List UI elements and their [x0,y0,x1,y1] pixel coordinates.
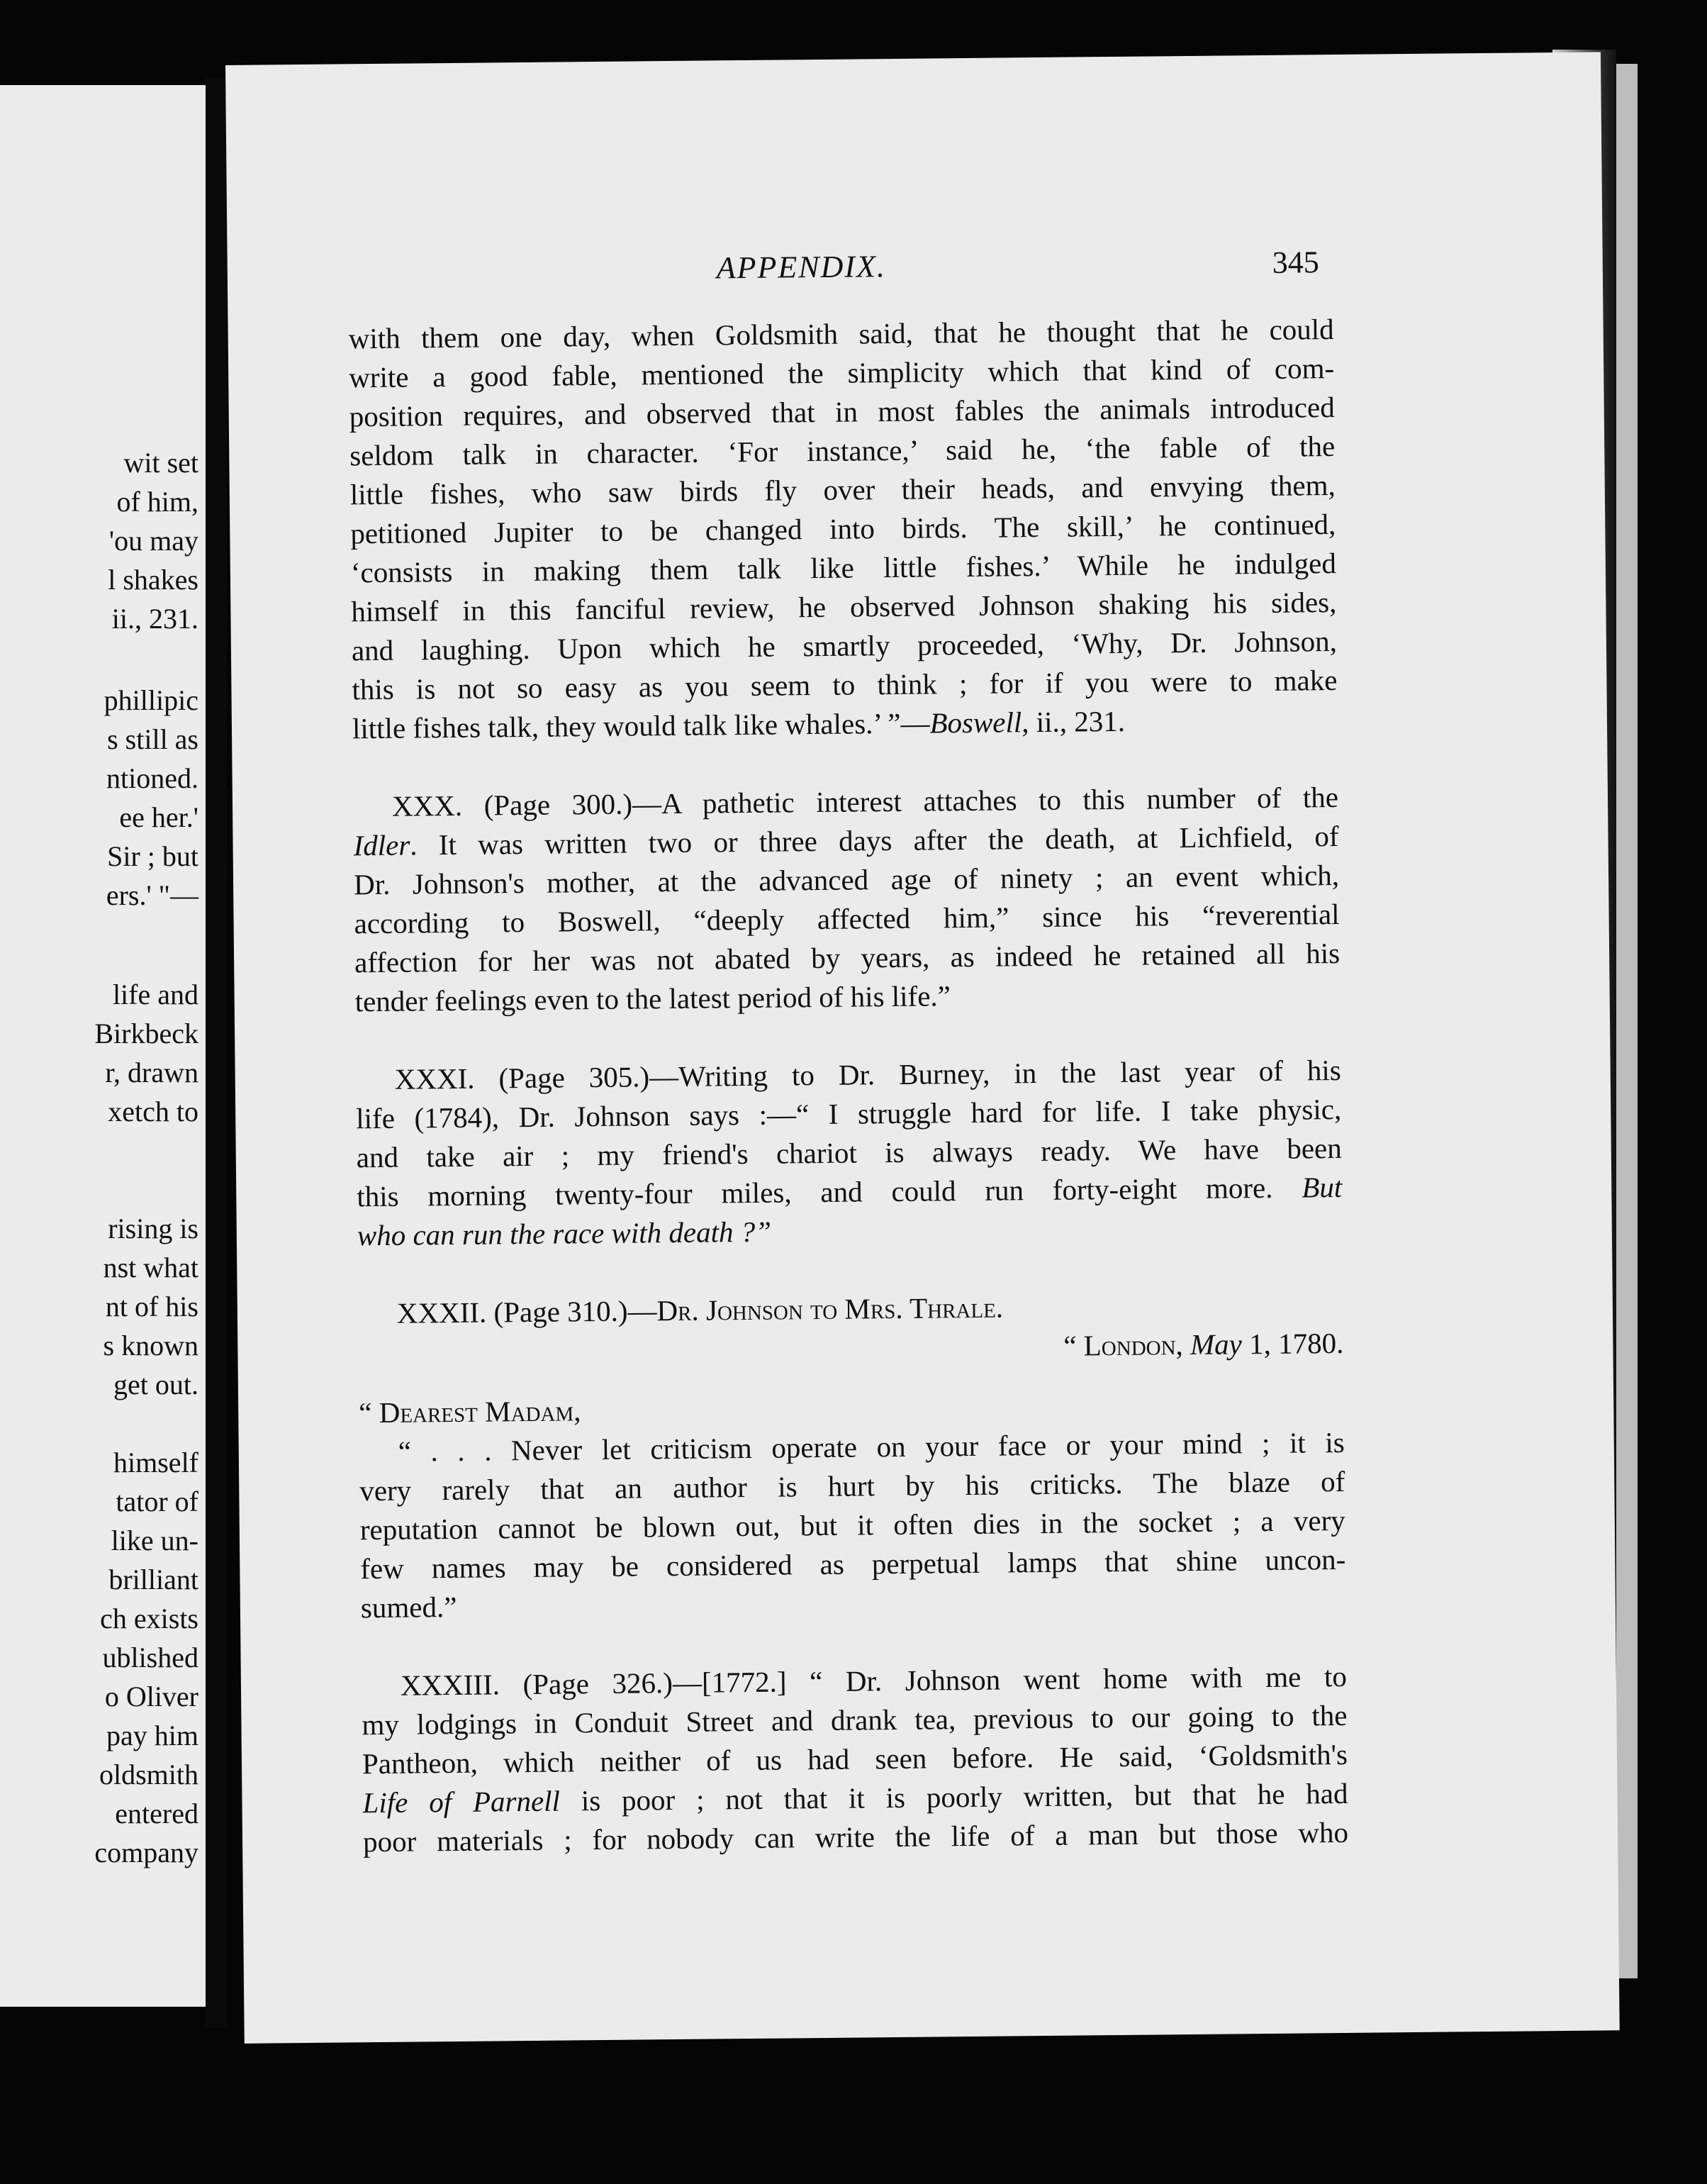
text-line: position requires, and observed that in most fables the animals introduced [349,391,1335,433]
month: May [1190,1327,1243,1361]
text-line: life (1784), Dr. Johnson says :—“ I struggle hard for life. I take physic, [356,1092,1342,1135]
left-page-line: ntioned. [106,762,198,794]
left-page-line: ch exists [100,1603,198,1634]
text-line: ‘consists in making them talk like little fishes.’ While he indulged [350,546,1337,589]
left-page-line: Sir ; but [107,840,198,872]
paragraph-xxx [353,778,1341,1021]
left-page-line: entered [115,1798,198,1829]
left-page-line: ee her.' [119,801,198,833]
left-page-line: nt of his [105,1291,198,1322]
text-line: himself in this fanciful review, he observed Johnson shaking his sides, [351,585,1337,628]
text-line: reputation cannot be blown out, but it often dies in the socket ; a very [359,1503,1345,1547]
page-content [348,243,1349,1861]
left-page-line: life and [112,979,198,1010]
running-head [348,243,1334,319]
left-page-line: xetch to [108,1096,198,1127]
left-page-line: like un- [111,1525,198,1556]
text-line: and take air ; my friend's chariot is always ready. We have been [356,1131,1342,1174]
left-page-line: o Oliver [104,1681,198,1712]
paragraph-xxxiii [362,1657,1349,1861]
left-page-line: oldsmith [99,1759,198,1790]
left-page-line: phillipic [103,684,198,716]
main-page [225,52,1620,2043]
left-page-line: himself [113,1447,198,1478]
text-line: according to Boswell, “deeply affected him,” since his “reverential [354,897,1340,940]
work-title: Life of Parnell [362,1784,561,1820]
source-citation: Boswell [929,706,1022,740]
left-page-line: of him, [116,486,198,518]
text-line: few names may be considered as perpetual lamps that shine uncon- [360,1542,1346,1586]
left-page-line: ublished [102,1642,198,1673]
text-line: sumed.” [360,1590,457,1625]
left-page-line: pay him [106,1720,198,1751]
left-page-line: s known [103,1330,198,1361]
text-line: Dr. Johnson's mother, at the advanced age of ninety ; an event which, [353,858,1340,901]
left-page-line: nst what [103,1252,198,1283]
text-line: this is not so easy as you seem to think ; for if you were to make [352,663,1338,706]
text-line: little fishes, who saw birds fly over their heads, and envying them, [349,468,1336,511]
text-run: this morning twenty-four miles, and could run forty-eight more. [357,1171,1273,1213]
text-run: XXXII. (Page 310.)— [396,1294,657,1330]
page-edge-outer [1616,64,1638,1978]
salutation: “ Dearest Madam, [359,1394,581,1430]
left-page-line: s still as [107,723,198,755]
left-page-line: company [94,1837,198,1868]
left-page-line: l shakes [108,564,198,596]
text-run: is poor ; not that it is poorly written, but that he had [559,1776,1348,1817]
left-page-line: ers.' "— [106,879,198,911]
text-line: write a good fable, mentioned the simplicity which that kind of com- [349,352,1335,394]
paragraph-xxxi [355,1051,1343,1255]
text-line: petitioned Jupiter to be changed into birds. The skill,’ he continued, [350,507,1336,550]
citation-ref: , ii., 231. [1022,704,1126,739]
left-page-line: Birkbeck [94,1018,198,1049]
text-line: and laughing. Upon which he smartly proceeded, ‘Why, Dr. Johnson, [351,624,1338,667]
text-line: poor materials ; for nobody can write the life of a man but those who [362,1815,1349,1859]
page-number: 345 [1272,245,1319,280]
text-run: little fishes talk, they would talk like whales.’ ”— [352,706,930,745]
letter-parties: Dr. Johnson to Mrs. Thrale. [656,1291,1004,1327]
left-page-line: get out. [113,1369,198,1400]
text-line: “ . . . Never let criticism operate on your face or your mind ; it is [398,1425,1345,1468]
date: 1, 1780. [1241,1326,1344,1361]
left-page-line: rising is [108,1213,198,1244]
paragraph-goldsmith-fable [348,310,1338,748]
text-line: with them one day, when Goldsmith said, that he thought that he could [348,313,1334,355]
left-page-line: wit set [123,447,198,479]
running-title: APPENDIX. [716,249,887,286]
text-line: tender feelings even to the latest period of his life.” [354,979,951,1018]
left-page-fragment [0,85,206,2007]
left-page-line: ii., 231. [111,603,198,635]
left-page-line: tator of [116,1486,198,1517]
text-line: XXXI. (Page 305.)—Writing to Dr. Burney, in the last year of his [394,1053,1341,1096]
left-page-line: brilliant [108,1564,198,1595]
italic-run: But [1302,1170,1343,1204]
text-line: XXXIII. (Page 326.)—[1772.] “ Dr. Johnson went home with me to [400,1659,1348,1702]
place: “ London, [1063,1328,1191,1362]
text-line: my lodgings in Conduit Street and drank tea, previous to our going to the [362,1698,1348,1742]
work-title: Idler [353,828,410,862]
left-page-line: 'ou may [108,525,198,557]
left-page-line: r, drawn [105,1057,198,1088]
text-line: XXX. (Page 300.)—A pathetic interest attaches to this number of the [391,780,1339,823]
text-line: affection for her was not abated by years, as indeed he retained all his [354,936,1341,979]
text-line: who can run the race with death ?” [357,1215,772,1252]
text-line: seldom talk in character. ‘For instance,’ said he, ‘the fable of the [349,430,1336,472]
text-run: . It was written two or three days after the death, at Lichfield, of [410,819,1339,862]
paragraph-xxxii [358,1285,1346,1627]
book-gutter [206,78,227,2028]
text-line: very rarely that an author is hurt by his criticks. The blaze of [359,1464,1345,1508]
text-line: Pantheon, which neither of us had seen before. He said, ‘Goldsmith's [362,1737,1348,1781]
